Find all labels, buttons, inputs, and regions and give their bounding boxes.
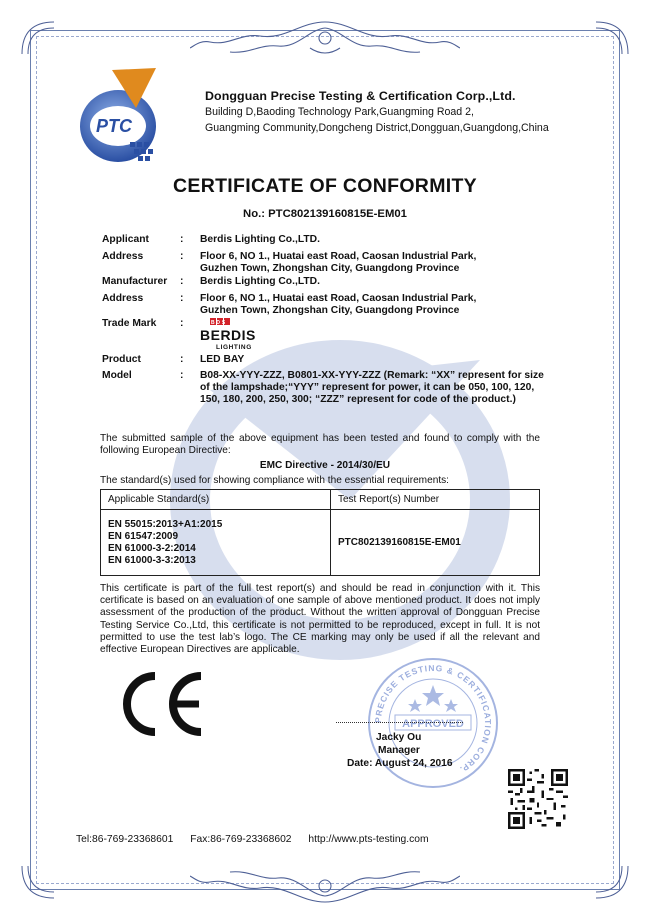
svg-text:PRECISE TESTING & CERTIFICATIO: PRECISE TESTING & CERTIFICATION CORP. bbox=[372, 662, 494, 776]
colon: : bbox=[180, 234, 184, 245]
model-label: Model bbox=[102, 370, 132, 381]
manufacturer-value: Berdis Lighting Co.,LTD. bbox=[200, 276, 320, 287]
report-number-header: Test Report(s) Number bbox=[331, 490, 540, 510]
ce-mark bbox=[111, 668, 207, 740]
applicant-address-line1: Floor 6, NO 1., Huatai east Road, Caosan Industrial Park, bbox=[200, 251, 477, 262]
signatory-title: Manager bbox=[378, 745, 420, 756]
disclaimer: This certificate is part of the full test report(s) and should be read in conjunction with it. This certificate is based on an evaluation of one sample of above mentioned product. It does not imply assessment of the production of the product. Without the written approval of Dongguan Precise Testing Service Co.,Ltd, this certificate is not permitted to be reproduced, except in full. It is not permitted to use the test lab’s logo. The CE marking may only be used if all the relevant and effective European Directives are applicable. bbox=[100, 583, 540, 656]
product-label: Product bbox=[102, 354, 141, 365]
top-ornament bbox=[190, 18, 460, 58]
manufacturer-address-line2: Guzhen Town, Zhongshan City, Guangdong Province bbox=[200, 305, 460, 316]
footer-website-link[interactable]: http://www.pts-testing.com bbox=[308, 834, 429, 845]
standard-item: EN 61547:2009 bbox=[108, 530, 179, 542]
standard-item: EN 61000-3-3:2013 bbox=[108, 554, 196, 566]
standard-item: EN 55015:2013+A1:2015 bbox=[108, 518, 223, 530]
standard-item: EN 61000-3-2:2014 bbox=[108, 542, 196, 554]
corner-ornament-bottom-right bbox=[592, 862, 632, 902]
signatory-name: Jacky Ou bbox=[376, 732, 422, 743]
corner-ornament-top-right bbox=[592, 18, 632, 58]
bottom-ornament bbox=[190, 866, 460, 906]
issue-date: Date: August 24, 2016 bbox=[347, 758, 453, 769]
svg-text:PTC: PTC bbox=[96, 116, 132, 136]
footer-fax: Fax:86-769-23368602 bbox=[190, 834, 292, 845]
ptc-logo bbox=[72, 68, 176, 168]
address-label: Address bbox=[102, 293, 144, 304]
manufacturer-address-line1: Floor 6, NO 1., Huatai east Road, Caosan Industrial Park, bbox=[200, 293, 477, 304]
svg-text:BERDIS: BERDIS bbox=[200, 327, 256, 343]
directive: EMC Directive - 2014/30/EU bbox=[259, 460, 391, 471]
standards-intro: The standard(s) used for showing compliance with the essential requirements: bbox=[100, 475, 449, 486]
svg-text:LIGHTING: LIGHTING bbox=[216, 344, 252, 351]
colon: : bbox=[180, 318, 184, 329]
colon: : bbox=[180, 276, 184, 287]
svg-text:BDS: BDS bbox=[211, 320, 227, 326]
footer-tel: Tel:86-769-23368601 bbox=[76, 834, 174, 845]
approval-stamp bbox=[365, 655, 501, 791]
issuer-address-line2: Guangming Community,Dongcheng District,Dongguan,Guangdong,China bbox=[205, 122, 549, 134]
corner-ornament-bottom-left bbox=[18, 862, 58, 902]
signature-line bbox=[336, 722, 463, 723]
berdis-logo bbox=[200, 318, 280, 352]
colon: : bbox=[180, 251, 184, 262]
applicant-label: Applicant bbox=[102, 234, 149, 245]
qr-code bbox=[508, 769, 568, 829]
certificate-number: No.: PTC802139160815E-EM01 bbox=[243, 208, 407, 220]
report-number-cell: PTC802139160815E-EM01 bbox=[331, 510, 540, 576]
svg-text:APPROVED: APPROVED bbox=[402, 718, 464, 730]
footer-contacts bbox=[76, 834, 443, 845]
certificate-title: CERTIFICATE OF CONFORMITY bbox=[173, 175, 477, 197]
model-value: B08-XX-YYY-ZZZ, B0801-XX-YYY-ZZZ (Remark: “XX” represent for size of the lampshade;“YYY” represent for power, it can be 050, 100, 120, 150, 180, 200, 250, 300; “ZZZ” represent for code of the product.) bbox=[200, 370, 544, 405]
applicant-address-line2: Guzhen Town, Zhongshan City, Guangdong Province bbox=[200, 263, 460, 274]
standards-header: Applicable Standard(s) bbox=[101, 490, 331, 510]
colon: : bbox=[180, 354, 184, 365]
standards-cell bbox=[101, 510, 331, 576]
product-value: LED BAY bbox=[200, 354, 245, 365]
applicant-value: Berdis Lighting Co.,LTD. bbox=[200, 234, 320, 245]
issuer-address-line1: Building D,Baoding Technology Park,Guangming Road 2, bbox=[205, 106, 474, 118]
colon: : bbox=[180, 293, 184, 304]
standards-table bbox=[100, 489, 540, 576]
colon: : bbox=[180, 370, 184, 381]
address-label: Address bbox=[102, 251, 144, 262]
svg-text:CE: CE bbox=[111, 668, 113, 669]
corner-ornament-top-left bbox=[18, 18, 58, 58]
compliance-statement: The submitted sample of the above equipment has been tested and found to comply with the following European Directive: bbox=[100, 433, 540, 457]
trade-mark-label: Trade Mark bbox=[102, 318, 157, 329]
issuer-name: Dongguan Precise Testing & Certification Corp.,Ltd. bbox=[205, 89, 516, 103]
manufacturer-label: Manufacturer bbox=[102, 276, 168, 287]
